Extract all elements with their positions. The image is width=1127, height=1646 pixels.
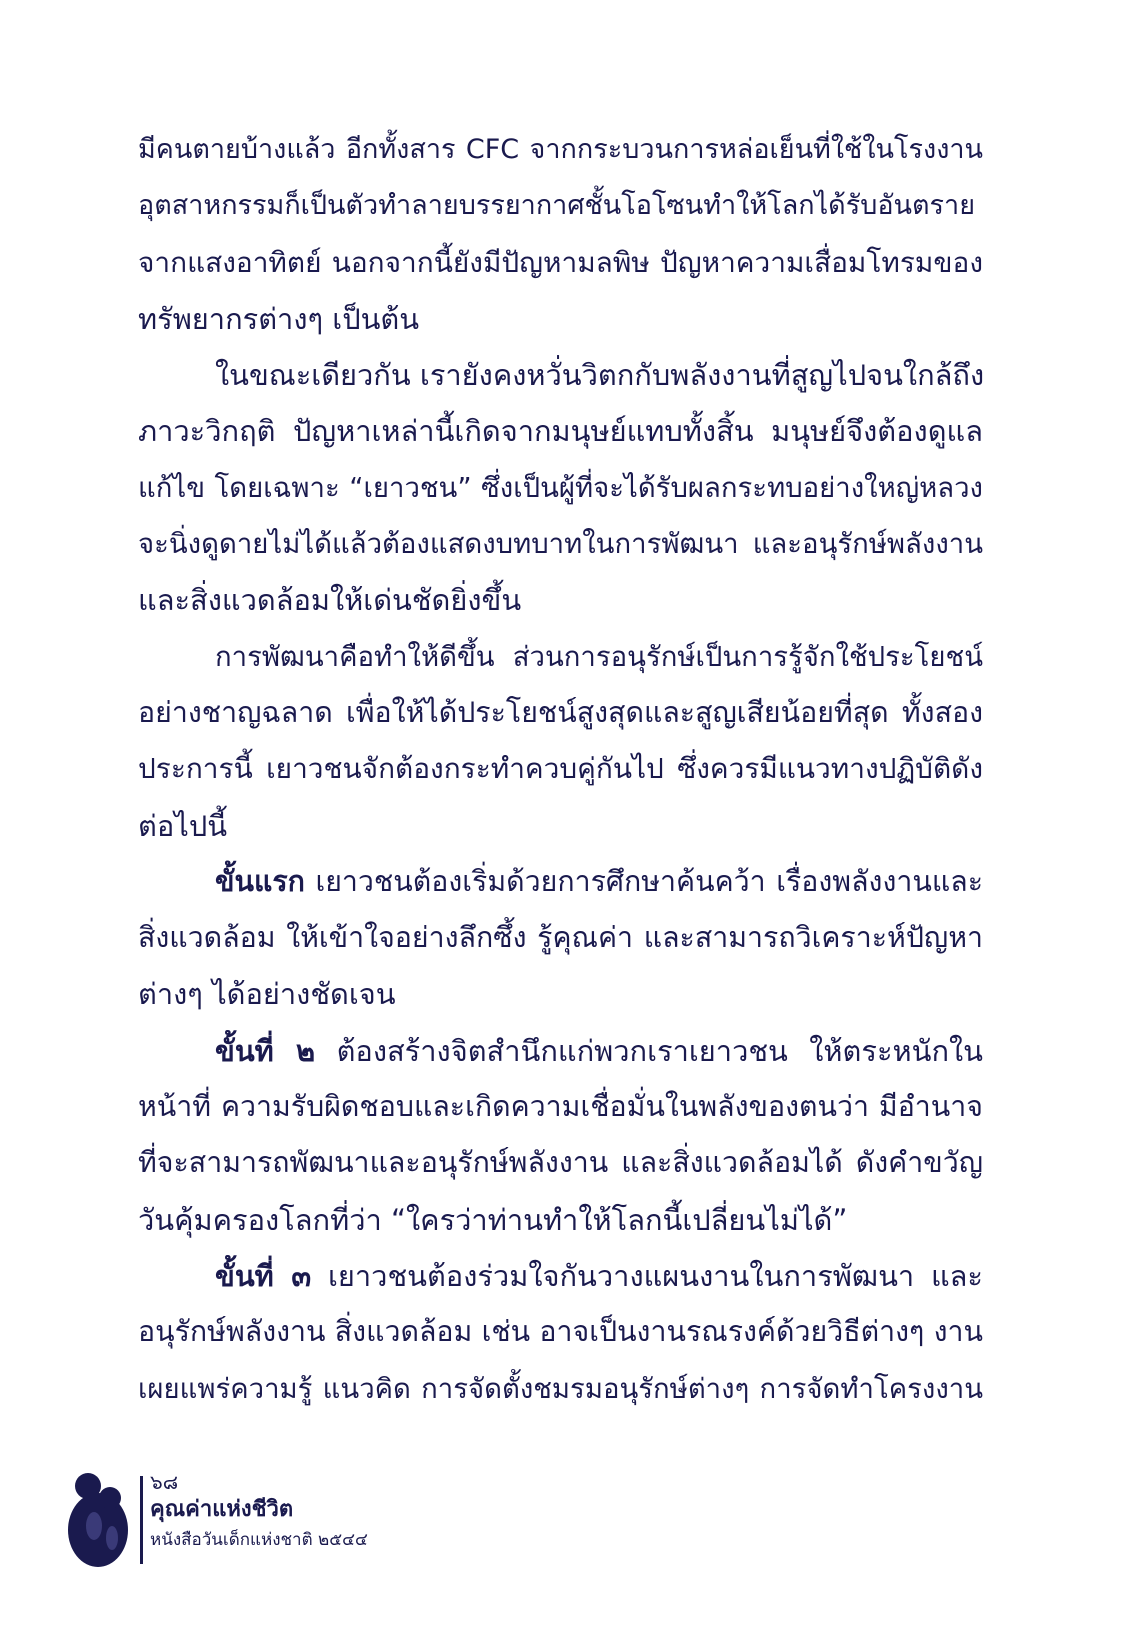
book-subtitle: หนังสือวันเด็กแห่งชาติ ๒๕๔๔ [150,1530,368,1550]
step-heading-line [138,1023,983,1079]
text-line: ต่างๆ ได้อย่างชัดเจน [138,977,396,1012]
step-label: ขั้นที่ ๒ [215,1033,316,1068]
text-line: จะนิ่งดูดายไม่ได้แล้วต้องแสดงบทบาทในการพัฒนา และอนุรักษ์พลังงาน [138,528,983,561]
book-title: คุณค่าแห่งชีวิต [150,1497,294,1522]
step-label: ขั้นที่ ๓ [215,1258,312,1293]
step-label: ขั้นแรก [215,864,305,898]
text-line: ต่อไปนี้ [138,808,228,843]
step-heading-line [138,854,983,910]
body-text [138,122,983,1417]
footer-divider [140,1476,143,1564]
page-number: ๖๘ [150,1470,179,1494]
text-line: เผยแพร่ความรู้ แนวคิด การจัดตั้งชมรมอนุรักษ์ต่างๆ การจัดทำโครงงาน [138,1372,983,1405]
text-line: จากแสงอาทิตย์ นอกจากนี้ยังมีปัญหามลพิษ ปัญหาความเสื่อมโทรมของ [138,245,983,279]
children-silhouette-icon [64,1468,134,1568]
text-line: และสิ่งแวดล้อมให้เด่นชัดยิ่งขึ้น [138,583,522,618]
text-line: หน้าที่ ความรับผิดชอบและเกิดความเชื่อมั่นในพลังของตนว่า มีอำนาจ [138,1090,983,1124]
step-heading-line [138,1248,983,1304]
text-line: อนุรักษ์พลังงาน สิ่งแวดล้อม เช่น อาจเป็นงานรณรงค์ด้วยวิธีต่างๆ งาน [138,1315,983,1349]
step-text: เยาวชนต้องเริ่มด้วยการศึกษาค้นคว้า เรื่องพลังงานและ [304,864,983,898]
text-line: ทรัพยากรต่างๆ เป็นต้น [138,301,420,336]
text-line: ที่จะสามารถพัฒนาและอนุรักษ์พลังงาน และสิ่งแวดล้อมได้ ดังคำขวัญ [138,1146,983,1180]
text-line: การพัฒนาคือทำให้ดีขึ้น ส่วนการอนุรักษ์เป็นการรู้จักใช้ประโยชน์ [215,640,983,673]
text-line: อุตสาหกรรมก็เป็นตัวทำลายบรรยากาศชั้นโอโซนทำให้โลกได้รับอันตราย [138,190,976,222]
text-line: ภาวะวิกฤติ ปัญหาเหล่านี้เกิดจากมนุษย์แทบทั้งสิ้น มนุษย์จึงต้องดูแล [138,414,983,449]
text-line: มีคนตายบ้างแล้ว อีกทั้งสาร CFC จากกระบวนการหล่อเย็นที่ใช้ในโรงงาน [138,134,983,165]
text-line: อย่างชาญฉลาด เพื่อให้ได้ประโยชน์สูงสุดและสูญเสียน้อยที่สุด ทั้งสอง [138,695,983,729]
text-line: ในขณะเดียวกัน เรายังคงหวั่นวิตกกับพลังงานที่สูญไปจนใกล้ถึง [215,358,985,393]
text-line: สิ่งแวดล้อม ให้เข้าใจอย่างลึกซึ้ง รู้คุณค่า และสามารถวิเคราะห์ปัญหา [138,921,983,955]
text-line: ประการนี้ เยาวชนจักต้องกระทำควบคู่กันไป ซึ่งควรมีแนวทางปฏิบัติดัง [138,752,983,786]
step-text: ต้องสร้างจิตสำนึกแก่พวกเราเยาวชน ให้ตระหนักใน [315,1033,984,1068]
text-line: วันคุ้มครองโลกที่ว่า “ใครว่าท่านทำให้โลกนี้เปลี่ยนไม่ได้” [138,1202,848,1237]
step-text: เยาวชนต้องร่วมใจกันวางแผนงานในการพัฒนา และ [311,1258,983,1293]
page-footer [64,1468,464,1578]
text-line: แก้ไข โดยเฉพาะ “เยาวชน” ซึ่งเป็นผู้ที่จะได้รับผลกระทบอย่างใหญ่หลวง [138,471,983,504]
